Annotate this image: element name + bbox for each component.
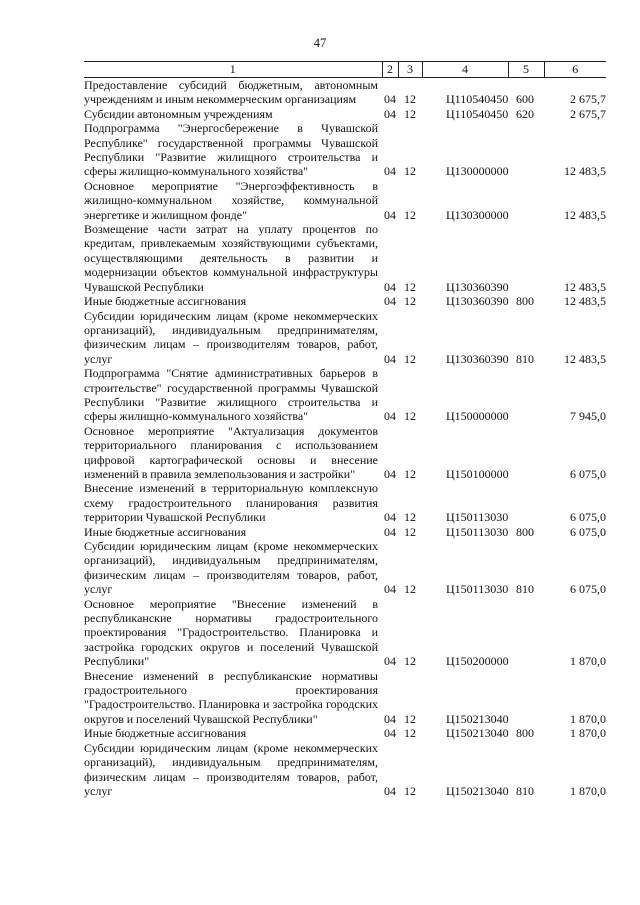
row-expense-type bbox=[508, 179, 544, 222]
row-amount: 2 675,7 bbox=[570, 106, 606, 121]
row-subsection: 12 bbox=[404, 582, 416, 597]
row-subsection: 12 bbox=[404, 164, 416, 179]
row-amount: 12 483,5 bbox=[564, 207, 606, 222]
row-target-article: Ц150113030 bbox=[446, 510, 509, 525]
table-row bbox=[84, 309, 606, 367]
row-expense-type: 800 bbox=[516, 726, 534, 741]
row-name: Подпрограмма "Энергосбережение в Чувашской Республике" государственной программы Чувашской Республики "Развитие жилищного строительства и сферы жилищно-коммунального хозяйства" bbox=[84, 121, 378, 179]
row-subsection: 12 bbox=[404, 351, 416, 366]
row-amount: 12 483,5 bbox=[564, 164, 606, 179]
table-row bbox=[84, 78, 606, 107]
row-expense-type: 810 bbox=[516, 582, 534, 597]
row-subsection: 12 bbox=[404, 279, 416, 294]
row-subsection: 12 bbox=[404, 726, 416, 741]
row-target-article: Ц110540450 bbox=[446, 92, 509, 107]
header-col-4: 4 bbox=[422, 62, 508, 78]
table-body bbox=[84, 78, 606, 799]
header-col-5: 5 bbox=[508, 62, 544, 78]
row-expense-type: 620 bbox=[516, 106, 534, 121]
row-subsection: 12 bbox=[404, 294, 416, 309]
row-name: Возмещение части затрат на уплату процентов по кредитам, привлекаемым хозяйствующими субъектами, осуществляющими деятельность в развитии и модернизации объектов коммунальной инфраструктуры Чувашской Республики bbox=[84, 222, 378, 294]
row-amount: 1 870,0 bbox=[570, 783, 606, 798]
row-subsection: 12 bbox=[404, 207, 416, 222]
row-target-article: Ц110540450 bbox=[446, 106, 509, 121]
table-row bbox=[84, 179, 606, 222]
row-expense-type bbox=[508, 366, 544, 424]
table-row bbox=[84, 539, 606, 597]
table-row bbox=[84, 597, 606, 669]
row-amount: 12 483,5 bbox=[564, 351, 606, 366]
row-section: 04 bbox=[384, 409, 396, 424]
row-amount: 6 075,0 bbox=[570, 524, 606, 539]
row-expense-type: 800 bbox=[516, 524, 534, 539]
row-subsection: 12 bbox=[404, 510, 416, 525]
row-amount: 6 075,0 bbox=[570, 510, 606, 525]
table-header-row bbox=[84, 62, 606, 78]
row-expense-type bbox=[508, 597, 544, 669]
row-target-article: Ц150213040 bbox=[446, 726, 509, 741]
row-section: 04 bbox=[384, 783, 396, 798]
row-target-article: Ц150113030 bbox=[446, 582, 509, 597]
row-target-article: Ц150000000 bbox=[446, 409, 509, 424]
table-row bbox=[84, 481, 606, 524]
row-amount: 6 075,0 bbox=[570, 582, 606, 597]
row-subsection: 12 bbox=[404, 524, 416, 539]
row-expense-type bbox=[508, 481, 544, 524]
row-name: Предоставление субсидий бюджетным, автономным учреждениям и иным некоммерческим организациям bbox=[84, 78, 378, 107]
table-row bbox=[84, 222, 606, 294]
row-section: 04 bbox=[384, 524, 396, 539]
row-target-article: Ц130000000 bbox=[446, 164, 509, 179]
row-name: Внесение изменений в территориальную комплексную схему градостроительного планирования развития территории Чувашской Республики bbox=[84, 481, 378, 525]
row-name: Основное мероприятие "Актуализация документов территориального планирования с использованием цифровой картографической основы и внесение изменений в правила землепользования и застройки" bbox=[84, 423, 378, 481]
row-section: 04 bbox=[384, 164, 396, 179]
row-target-article: Ц150213040 bbox=[446, 711, 509, 726]
budget-table bbox=[84, 61, 606, 798]
row-subsection: 12 bbox=[404, 106, 416, 121]
page-number: 47 bbox=[313, 36, 327, 50]
row-amount: 6 075,0 bbox=[570, 466, 606, 481]
row-amount: 1 870,0 bbox=[570, 726, 606, 741]
row-expense-type bbox=[508, 424, 544, 482]
header-col-2: 2 bbox=[382, 62, 398, 78]
table-row bbox=[84, 107, 606, 121]
table-row bbox=[84, 121, 606, 179]
row-target-article: Ц150213040 bbox=[446, 783, 509, 798]
row-amount: 12 483,5 bbox=[564, 279, 606, 294]
row-section: 04 bbox=[384, 726, 396, 741]
row-section: 04 bbox=[384, 466, 396, 481]
row-subsection: 12 bbox=[404, 711, 416, 726]
row-target-article: Ц150113030 bbox=[446, 524, 509, 539]
row-expense-type: 600 bbox=[516, 92, 534, 107]
row-section: 04 bbox=[384, 711, 396, 726]
row-section: 04 bbox=[384, 654, 396, 669]
row-target-article: Ц150200000 bbox=[446, 654, 509, 669]
table-row bbox=[84, 424, 606, 482]
row-expense-type: 810 bbox=[516, 783, 534, 798]
row-amount: 1 870,0 bbox=[570, 711, 606, 726]
row-name: Субсидии автономным учреждениям bbox=[84, 106, 273, 121]
row-target-article: Ц130360390 bbox=[446, 351, 509, 366]
row-expense-type bbox=[508, 669, 544, 727]
row-target-article: Ц130360390 bbox=[446, 294, 509, 309]
row-amount: 7 945,0 bbox=[570, 409, 606, 424]
row-subsection: 12 bbox=[404, 409, 416, 424]
row-section: 04 bbox=[384, 106, 396, 121]
row-section: 04 bbox=[384, 351, 396, 366]
row-subsection: 12 bbox=[404, 783, 416, 798]
table-row bbox=[84, 741, 606, 799]
table-row bbox=[84, 525, 606, 539]
row-section: 04 bbox=[384, 92, 396, 107]
row-name: Основное мероприятие "Энергоэффективность в жилищно-коммунальном хозяйстве, коммунальной энергетике и жилищном фонде" bbox=[84, 178, 378, 222]
row-name: Иные бюджетные ассигнования bbox=[84, 726, 247, 741]
row-name: Внесение изменений в республиканские нормативы градостроительного проектирования "Градостроительство. Планировка и застройка городских округов и поселений Чувашской Республики" bbox=[84, 668, 378, 726]
row-expense-type: 810 bbox=[516, 351, 534, 366]
row-section: 04 bbox=[384, 207, 396, 222]
header-col-3: 3 bbox=[398, 62, 422, 78]
row-expense-type bbox=[508, 222, 544, 294]
row-expense-type bbox=[508, 121, 544, 179]
row-name: Субсидии юридическим лицам (кроме некоммерческих организаций), индивидуальным предпринимателям, физическим лицам – производителям товаров, работ, услуг bbox=[84, 308, 378, 366]
row-name: Основное мероприятие "Внесение изменений в республиканские нормативы градостроительного проектирования "Градостроительство. Планировка и застройка городских округов и поселений Чувашской Республики" bbox=[84, 596, 378, 669]
row-target-article: Ц150100000 bbox=[446, 466, 509, 481]
row-amount: 1 870,0 bbox=[570, 654, 606, 669]
row-name: Иные бюджетные ассигнования bbox=[84, 294, 247, 309]
row-subsection: 12 bbox=[404, 466, 416, 481]
table-row bbox=[84, 294, 606, 308]
row-amount: 12 483,5 bbox=[564, 294, 606, 309]
row-target-article: Ц130300000 bbox=[446, 207, 509, 222]
row-expense-type: 800 bbox=[516, 294, 534, 309]
row-name: Иные бюджетные ассигнования bbox=[84, 524, 247, 539]
row-subsection: 12 bbox=[404, 92, 416, 107]
row-name: Субсидии юридическим лицам (кроме некоммерческих организаций), индивидуальным предпринимателям, физическим лицам – производителям товаров, работ, услуг bbox=[84, 740, 378, 798]
row-section: 04 bbox=[384, 582, 396, 597]
row-section: 04 bbox=[384, 279, 396, 294]
row-subsection: 12 bbox=[404, 654, 416, 669]
row-amount: 2 675,7 bbox=[570, 92, 606, 107]
row-name: Подпрограмма "Снятие административных барьеров в строительстве" государственной программы Чувашской Республики "Развитие жилищного строительства и сферы жилищно-коммунального хозяйства" bbox=[84, 366, 378, 424]
table-row bbox=[84, 726, 606, 740]
row-section: 04 bbox=[384, 294, 396, 309]
row-section: 04 bbox=[384, 510, 396, 525]
table-row bbox=[84, 366, 606, 424]
row-target-article: Ц130360390 bbox=[446, 279, 509, 294]
header-col-6: 6 bbox=[544, 62, 606, 78]
header-col-1: 1 bbox=[84, 62, 382, 78]
row-name: Субсидии юридическим лицам (кроме некоммерческих организаций), индивидуальным предпринимателям, физическим лицам – производителям товаров, работ, услуг bbox=[84, 539, 378, 597]
table-row bbox=[84, 669, 606, 727]
